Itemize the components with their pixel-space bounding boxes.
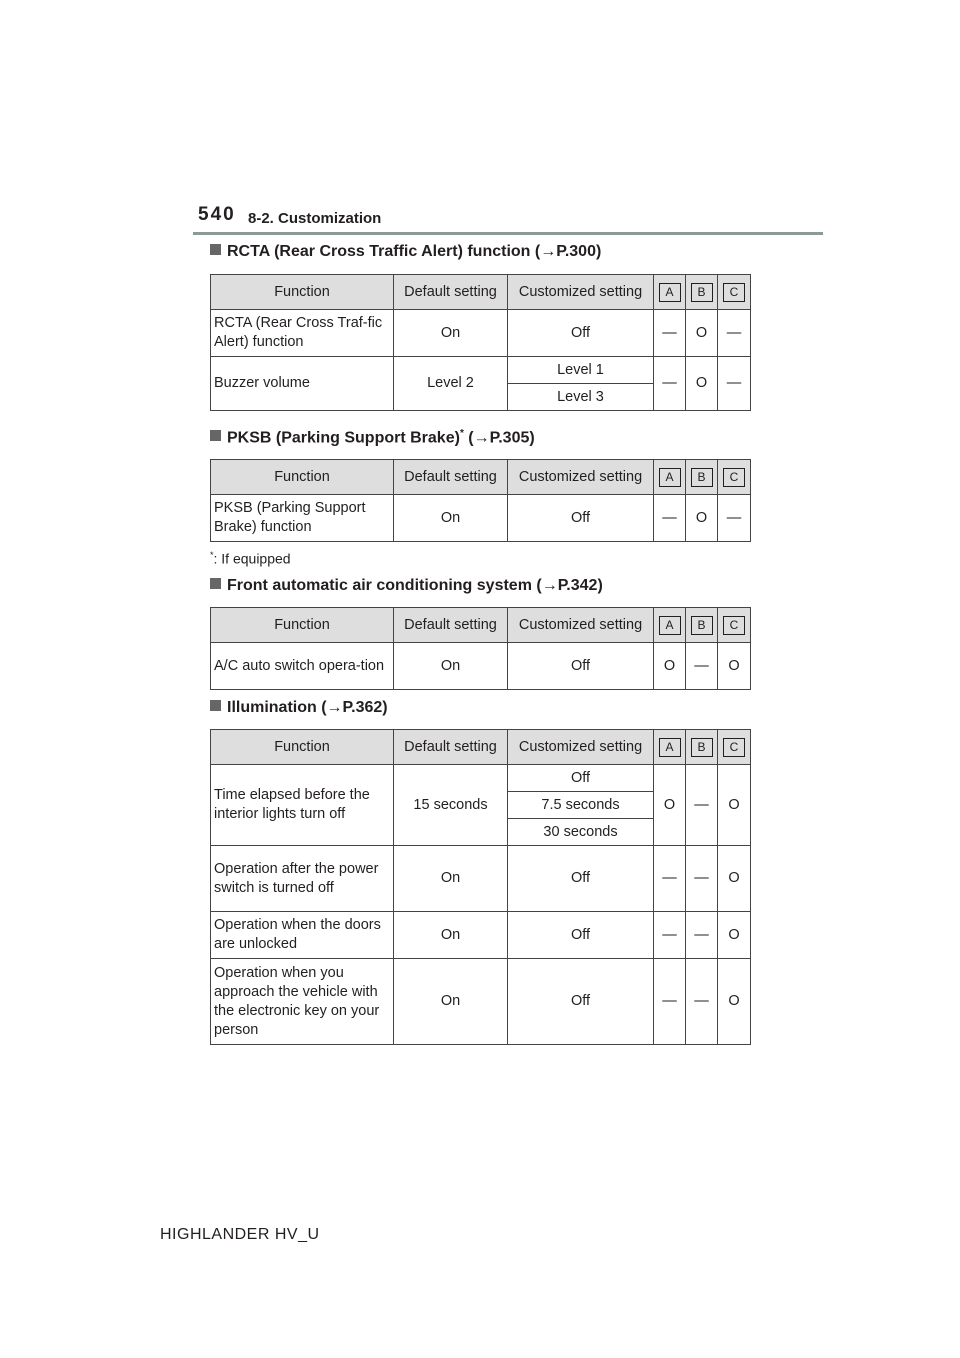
col-c	[718, 460, 751, 495]
table-row	[211, 495, 751, 542]
c-badge: C	[723, 468, 745, 487]
a-badge: A	[659, 616, 681, 635]
custom-cell: Off	[508, 643, 654, 690]
col-c	[718, 730, 751, 765]
a-cell: —	[654, 495, 686, 542]
function-cell: Buzzer volume	[211, 357, 394, 411]
col-function: Function	[211, 460, 394, 495]
function-cell: Operation when you approach the vehicle with the electronic key on your person	[211, 959, 394, 1045]
c-badge: C	[723, 283, 745, 302]
table-row	[211, 643, 751, 690]
col-a	[654, 608, 686, 643]
default-cell: On	[394, 959, 508, 1045]
b-badge: B	[691, 738, 713, 757]
a-badge: A	[659, 468, 681, 487]
a-cell: —	[654, 912, 686, 959]
a-cell: —	[654, 357, 686, 411]
col-function: Function	[211, 730, 394, 765]
custom-cell: 7.5 seconds	[508, 792, 654, 819]
table-row	[211, 765, 751, 792]
heading-illumination: Illumination (→P.362)	[210, 699, 388, 717]
table-pksb	[210, 459, 751, 542]
col-customized: Customized setting	[508, 730, 654, 765]
custom-cell: Off	[508, 310, 654, 357]
col-customized: Customized setting	[508, 608, 654, 643]
b-badge: B	[691, 468, 713, 487]
bullet-square-icon	[210, 700, 221, 711]
c-badge: C	[723, 738, 745, 757]
bullet-square-icon	[210, 244, 221, 255]
custom-cell: Off	[508, 765, 654, 792]
col-default: Default setting	[394, 608, 508, 643]
c-cell: —	[718, 357, 751, 411]
col-function: Function	[211, 275, 394, 310]
heading-rcta: RCTA (Rear Cross Traffic Alert) function (→P.300)	[210, 243, 601, 261]
a-cell: —	[654, 959, 686, 1045]
default-cell: Level 2	[394, 357, 508, 411]
table-row	[211, 310, 751, 357]
col-customized: Customized setting	[508, 460, 654, 495]
table-row	[211, 912, 751, 959]
c-cell: —	[718, 495, 751, 542]
custom-cell: Off	[508, 959, 654, 1045]
default-cell: On	[394, 846, 508, 912]
custom-cell: 30 seconds	[508, 819, 654, 846]
c-cell: O	[718, 765, 751, 846]
c-cell: O	[718, 846, 751, 912]
b-cell: O	[686, 310, 718, 357]
b-badge: B	[691, 283, 713, 302]
b-cell: —	[686, 765, 718, 846]
default-cell: On	[394, 310, 508, 357]
b-cell: —	[686, 643, 718, 690]
a-badge: A	[659, 283, 681, 302]
table-row	[211, 846, 751, 912]
table-ac	[210, 607, 751, 690]
header-rule	[193, 232, 823, 235]
custom-cell: Level 1	[508, 357, 654, 384]
function-cell: PKSB (Parking Support Brake) function	[211, 495, 394, 542]
function-cell: Operation when the doors are unlocked	[211, 912, 394, 959]
col-c	[718, 275, 751, 310]
footnote: *: If equipped	[210, 550, 291, 567]
c-cell: O	[718, 643, 751, 690]
a-cell: —	[654, 310, 686, 357]
default-cell: On	[394, 912, 508, 959]
function-cell: Time elapsed before the interior lights turn off	[211, 765, 394, 846]
function-cell: A/C auto switch opera-tion	[211, 643, 394, 690]
col-c	[718, 608, 751, 643]
b-cell: —	[686, 846, 718, 912]
a-cell: —	[654, 846, 686, 912]
custom-cell: Off	[508, 846, 654, 912]
c-cell: O	[718, 912, 751, 959]
table-header-row	[211, 608, 751, 643]
table-row	[211, 357, 751, 384]
function-cell: RCTA (Rear Cross Traf-fic Alert) function	[211, 310, 394, 357]
default-cell: On	[394, 643, 508, 690]
col-default: Default setting	[394, 460, 508, 495]
b-badge: B	[691, 616, 713, 635]
c-cell: O	[718, 959, 751, 1045]
col-default: Default setting	[394, 730, 508, 765]
custom-cell: Off	[508, 495, 654, 542]
col-b	[686, 460, 718, 495]
heading-pksb: PKSB (Parking Support Brake)* (→P.305)	[210, 428, 535, 447]
col-default: Default setting	[394, 275, 508, 310]
footnote-mark: *	[459, 428, 464, 439]
table-illumination	[210, 729, 751, 1045]
col-a	[654, 460, 686, 495]
default-cell: On	[394, 495, 508, 542]
b-cell: O	[686, 495, 718, 542]
b-cell: —	[686, 959, 718, 1045]
col-a	[654, 730, 686, 765]
default-cell: 15 seconds	[394, 765, 508, 846]
heading-ac: Front automatic air conditioning system (→P.342)	[210, 577, 603, 595]
bullet-square-icon	[210, 578, 221, 589]
c-cell: —	[718, 310, 751, 357]
col-customized: Customized setting	[508, 275, 654, 310]
a-cell: O	[654, 765, 686, 846]
table-header-row	[211, 460, 751, 495]
footer-model: HIGHLANDER HV_U	[160, 1226, 320, 1243]
b-cell: O	[686, 357, 718, 411]
section-title: 8-2. Customization	[248, 210, 382, 227]
custom-cell: Off	[508, 912, 654, 959]
col-function: Function	[211, 608, 394, 643]
custom-cell: Level 3	[508, 384, 654, 411]
function-cell: Operation after the power switch is turned off	[211, 846, 394, 912]
table-rcta	[210, 274, 751, 411]
a-cell: O	[654, 643, 686, 690]
table-header-row	[211, 730, 751, 765]
col-b	[686, 275, 718, 310]
col-b	[686, 608, 718, 643]
table-row	[211, 959, 751, 1045]
col-a	[654, 275, 686, 310]
c-badge: C	[723, 616, 745, 635]
b-cell: —	[686, 912, 718, 959]
a-badge: A	[659, 738, 681, 757]
col-b	[686, 730, 718, 765]
bullet-square-icon	[210, 430, 221, 441]
page-number: 540	[198, 204, 236, 225]
table-header-row	[211, 275, 751, 310]
